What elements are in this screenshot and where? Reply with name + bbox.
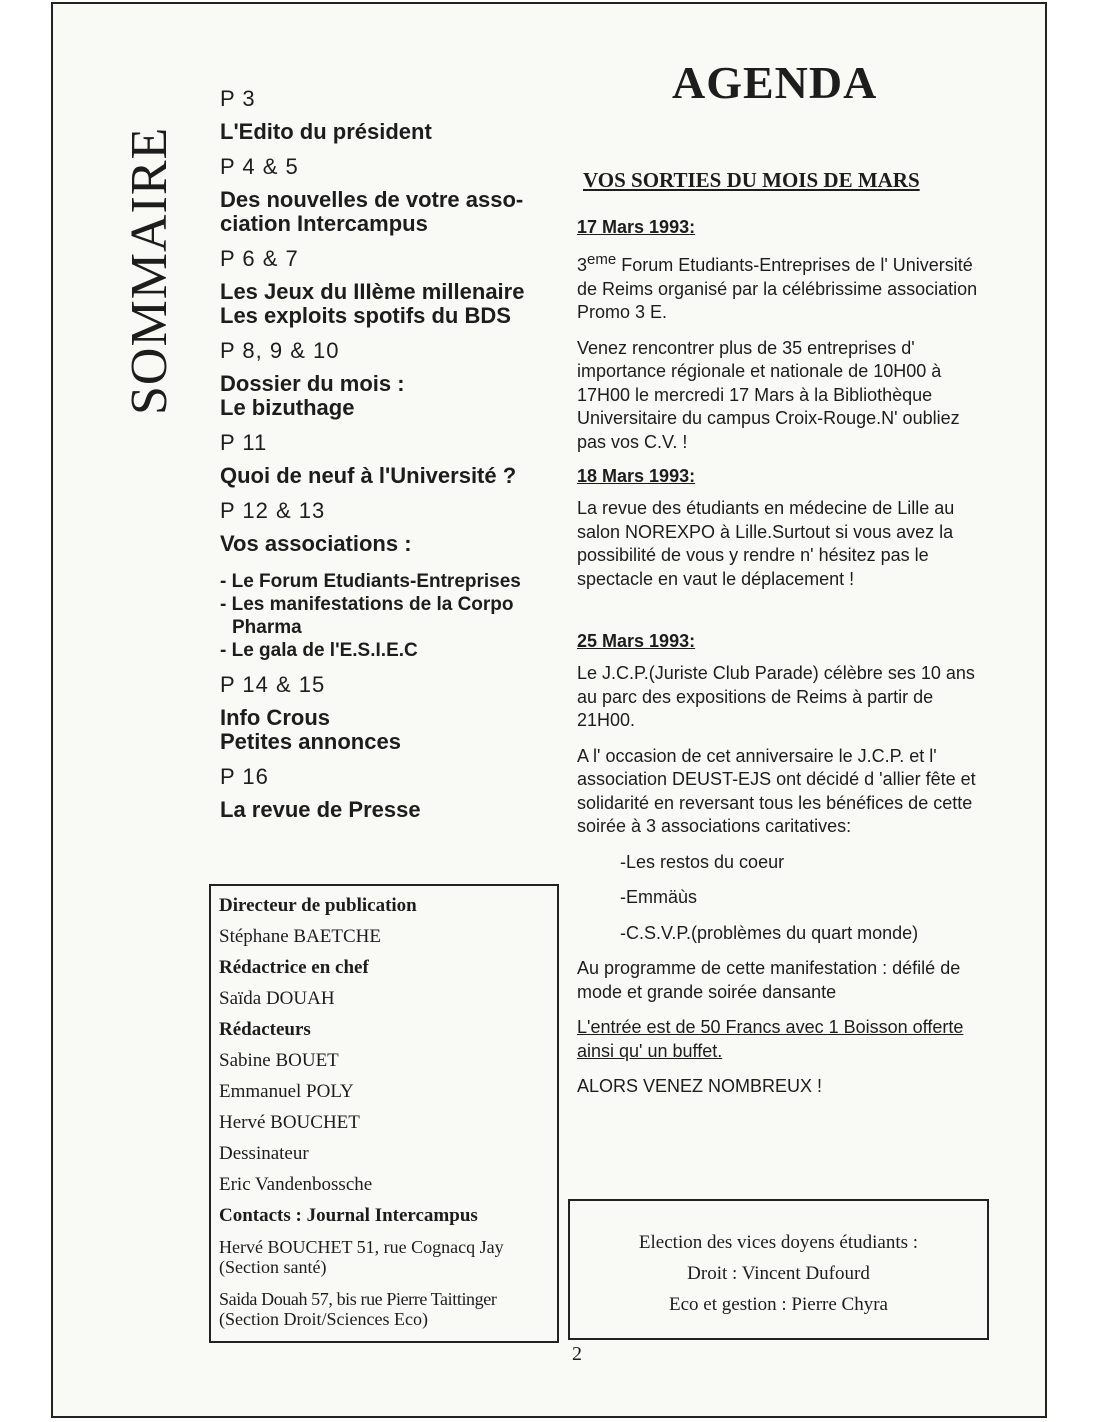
toc-page: P 14 & 15 [220, 672, 326, 697]
toc-page: P 8, 9 & 10 [220, 338, 340, 363]
credit-heading: Rédacteurs [219, 1019, 311, 1040]
contact-line: Saida Douah 57, bis rue Pierre Taittinger [219, 1289, 497, 1309]
credits-box [209, 884, 559, 1343]
event-date: 17 Mars 1993: [577, 217, 696, 237]
toc-page: P 16 [220, 764, 269, 789]
election-line: Droit : Vincent Dufourd [687, 1263, 870, 1284]
event-paragraph: Venez rencontrer plus de 35 entreprises d' importance régionale et nationale de 10H00 à 17H00 le mercredi 17 Mars à la Bibliothèque Universitaire du campus Croix-Rouge.N' oubliez pas vos C.V. ! [577, 337, 960, 452]
toc-page: P 11 [220, 430, 268, 455]
charity-item: -C.S.V.P.(problèmes du quart monde) [620, 922, 919, 943]
credit-name: Sabine BOUET [219, 1050, 339, 1071]
event-paragraph: 3eme Forum Etudiants-Entreprises de l' Université de Reims organisé par la célébrissime association Promo 3 E. [577, 251, 978, 322]
event-closing: ALORS VENEZ NOMBREUX ! [577, 1076, 823, 1096]
credit-name: Saïda DOUAH [219, 988, 335, 1009]
toc-page: P 12 & 13 [220, 498, 326, 523]
agenda-title: AGENDA [672, 57, 878, 108]
credit-heading: Contacts : Journal Intercampus [219, 1205, 478, 1226]
credit-name: Emmanuel POLY [219, 1081, 354, 1102]
toc-subitem: - Le Forum Etudiants-Entreprises [220, 571, 521, 592]
credit-name: Hervé BOUCHET [219, 1112, 360, 1133]
toc-subitem: - Le gala de l'E.S.I.E.C [220, 640, 418, 661]
toc-title: Les Jeux du IIIème millenaire Les exploits spotifs du BDS [220, 279, 525, 328]
event-paragraph: Au programme de cette manifestation : défilé de mode et grande soirée dansante [577, 958, 961, 1002]
event-date: 18 Mars 1993: [577, 466, 696, 486]
toc-title: Quoi de neuf à l'Université ? [220, 463, 517, 488]
election-box [568, 1199, 989, 1340]
toc-title: Dossier du mois : Le bizuthage [220, 371, 405, 420]
election-heading: Election des vices doyens étudiants : [638, 1232, 919, 1253]
charity-item: -Emmäùs [620, 887, 698, 907]
toc-subitem: Pharma [232, 617, 302, 638]
toc-title: Des nouvelles de votre asso- ciation Intercampus [220, 187, 524, 236]
event-paragraph: La revue des étudiants en médecine de Lille au salon NOREXPO à Lille.Surtout si vous avez la possibilité de vous y rendre n' hésitez pas le spectacle en vaut le déplacement ! [577, 498, 955, 589]
toc-title: La revue de Presse [220, 797, 421, 822]
event-price: L'entrée est de 50 Francs avec 1 Boisson offerte ainsi qu' un buffet. [577, 1017, 964, 1061]
credit-name: Eric Vandenbossche [219, 1174, 373, 1195]
toc-page: P 3 [220, 86, 256, 111]
credit-heading: Directeur de publication [219, 895, 417, 916]
toc-page: P 6 & 7 [220, 246, 299, 271]
contact-line: (Section santé) [219, 1257, 327, 1277]
credit-heading: Rédactrice en chef [219, 957, 369, 978]
event-paragraph: Le J.C.P.(Juriste Club Parade) célèbre ses 10 ans au parc des expositions de Reims à partir de 21H00. [577, 663, 975, 730]
page-number: 2 [572, 1343, 582, 1365]
charity-list [577, 851, 989, 946]
contact-line: (Section Droit/Sciences Eco) [219, 1309, 428, 1329]
event-paragraph: A l' occasion de cet anniversaire le J.C.P. et l' association DEUST-EJS ont décidé d 'allier fête et solidarité en reversant tous les bénéfices de cette soirée à 3 associations caritatives: [577, 745, 976, 836]
contact-line: Hervé BOUCHET 51, rue Cognacq Jay [219, 1237, 504, 1257]
agenda-banner: VOS SORTIES DU MOIS DE MARS [583, 168, 920, 192]
table-of-contents [220, 86, 560, 832]
toc-subitem: - Les manifestations de la Corpo [220, 594, 514, 615]
charity-item: -Les restos du coeur [620, 851, 785, 872]
credit-name: Stéphane BAETCHE [219, 926, 382, 947]
credit-heading: Dessinateur [219, 1143, 309, 1164]
event-date: 25 Mars 1993: [577, 631, 696, 651]
sommaire-title: SOMMAIRE [121, 126, 178, 415]
toc-title: Info Crous Petites annonces [220, 705, 401, 754]
toc-title: Vos associations : [220, 531, 412, 556]
election-line: Eco et gestion : Pierre Chyra [669, 1294, 888, 1315]
toc-page: P 4 & 5 [220, 154, 299, 179]
agenda-column [577, 168, 989, 1111]
toc-title: L'Edito du président [220, 119, 432, 144]
